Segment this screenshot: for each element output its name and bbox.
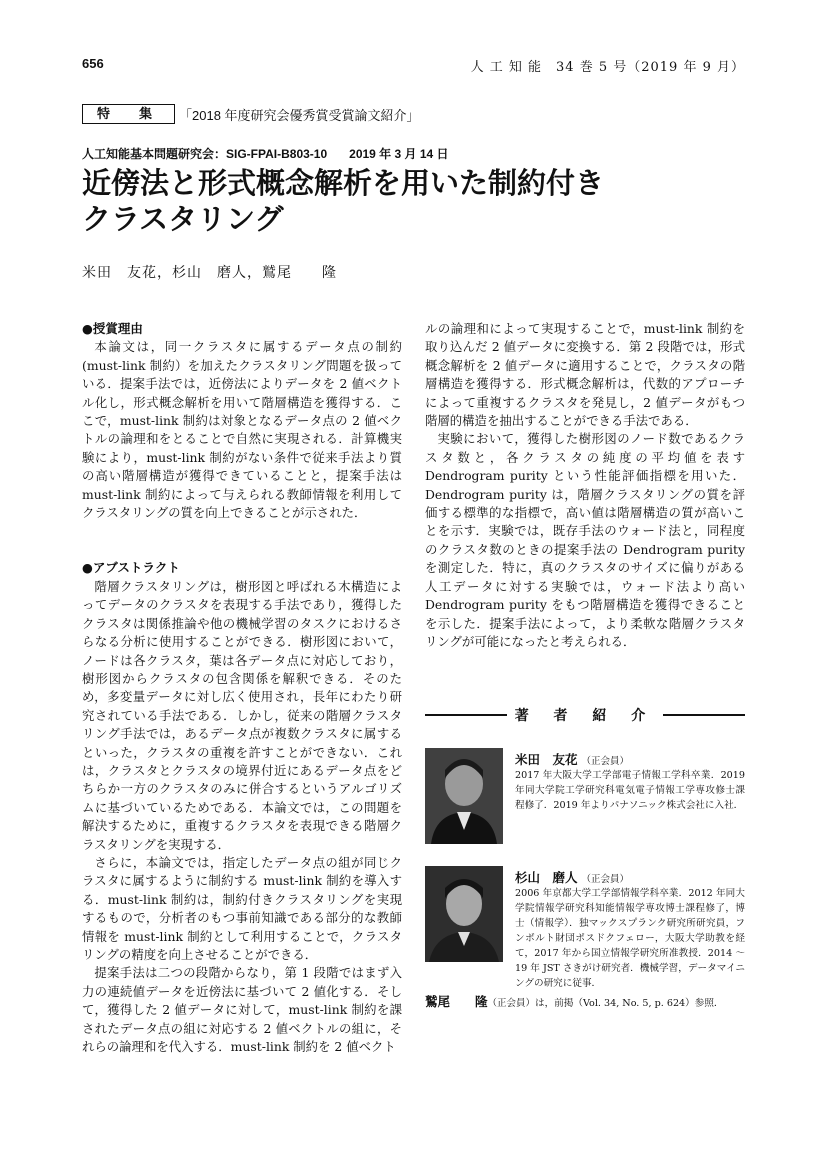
right-column [425, 320, 745, 651]
bio-1 [515, 750, 745, 813]
title-line-1: 近傍法と形式概念解析を用いた制約付き [82, 166, 605, 200]
bio-1-text: 2017 年大阪大学工学部電子情報工学科卒業．2019 年同大学院工学研究科電気電子情報工学専攻修士課程修了．2019 年よりパナソニック株式会社に入社． [515, 770, 745, 811]
abstract-paragraph-3: 提案手法は二つの段階からなり，第 1 段階ではまず入力の連続値データを近傍法に基づいて 2 値化する．そして，獲得した 2 値データに対して，must-link 制約を課されたデータ点の組に対応する 2 値ベクトルの組に，それらの論理和を代入する．must-link 制約を 2 値ベクト [82, 965, 402, 1055]
divider-right [663, 714, 745, 716]
bio-1-name: 米田 友花 [515, 752, 578, 767]
divider-left [425, 714, 507, 716]
bio-3-member: （正会員） [487, 998, 536, 1009]
bio-2-member: （正会員） [581, 874, 630, 885]
abstract-paragraph-2: さらに，本論文では，指定したデータ点の組が同じクラスタに属するように制約する must-link 制約を導入する．must-link 制約は，制約付きクラスタリングを実現するもので，分析者のもつ事前知識である部分的な教師情報を must-link 制約として利用することで，クラスタリングの精度を向上させることができる． [82, 854, 402, 962]
author-photo-yoneda [425, 748, 503, 844]
award-text: 本論文は，同一クラスタに属するデータ点の制約(must-link 制約）を加えたクラスタリング問題を扱っている．提案手法では，近傍法によりデータを 2 値ベクトル化し，形式概念解析を用いて階層構造を獲得する．ここで，must-link 制約は対象となるデータ点の 2 値ベクトルの論理和をとることで自然に実現される．計算機実験により，must-link 制約がない条件で従来手法より質の高い階層構造が獲得できていることと，提案手法は must-link 制約によって与えられる教師情報を利用してクラスタリングの質を向上できることが示された． [82, 339, 402, 521]
left-column [82, 320, 402, 1056]
bio-2-text: 2006 年京都大学工学部情報学科卒業．2012 年同大学院情報学研究科知能情報学専攻博士課程修了，博士（情報学）．独マックスプランク研究所研究員，フンボルト財団ポスドクフェロー，大阪大学助教を経て，2017 年から国立情報学研究所准教授．2014 ～ 19 年 JST さきがけ研究者．機械学習，データマイニングの研究に従事． [515, 888, 745, 989]
bio-3-name: 鷲尾 隆 [425, 994, 488, 1009]
meta-date: 2019 年 3 月 14 日 [349, 147, 449, 161]
feature-label: 特 集 [82, 104, 175, 124]
page-number: 656 [82, 56, 104, 71]
feature-banner [82, 104, 420, 124]
title-line-2: クラスタリング [82, 202, 284, 236]
right-paragraph-1: ルの論理和によって実現することで，must-link 制約を取り込んだ 2 値データに変換する．第 2 段階では，形式概念解析を 2 値データに適用することで，クラスタの階層構造を獲得する．形式概念解析は，代数的アプローチによって重複するクラスタを発見し，2 値データがもつ階層的構造を抽出することができる手法である． [425, 321, 745, 429]
bio-1-member: （正会員） [581, 756, 630, 767]
feature-text: 「2018 年度研究会優秀賞受賞論文紹介」 [179, 107, 420, 123]
abstract-paragraph-1: 階層クラスタリングは，樹形図と呼ばれる木構造によってデータのクラスタを表現する手法であり，獲得したクラスタは関係推論や他の機械学習のタスクにおけるさらなる分析に使用することができる．樹形図において，ノードは各クラスタ，葉は各データ点に対応しており，樹形図からクラスタの包含関係を解釈できる．そのため，多変量データに対し広く使用され，長年にわたり研究されている手法である．しかし，従来の階層クラスタリング手法では，あるデータ点が複数クラスタに属するといった，クラスタの重複を許すことができない．これは，クラスタとクラスタの境界付近にあるデータ点をどちらか一方のクラスタのみに併合するというアルゴリズムに基づいているためである．本論文では，この問題を解決するために，重複するクラスタを表現できる階層クラスタリングを実現する． [82, 578, 402, 852]
paper-title [82, 165, 722, 237]
sig-id: 人工知能基本問題研究会：SIG-FPAI-B803-10 [82, 147, 328, 161]
right-paragraph-2: 実験において，獲得した樹形図のノード数であるクラスタ数と，各クラスタの純度の平均値を表す Dendrogram purity という性能評価指標を用いた．Dendrogram purity は，階層クラスタリングの質を評価する標準的な指標で，高い値は階層構造の質が高いことを示す．実験では，既存手法のウォード法と，同程度のクラスタ数のときの提案手法の Dendrogram purity を測定した．特に，真のクラスタのサイズに偏りがある人工データに対する実験では，ウォード法より高い Dendrogram purity をもつ階層構造を獲得できることを示した．提案手法によって，より柔軟な階層クラスタリングが可能になったと考えられる． [425, 431, 745, 649]
authors-heading: 著 者 紹 介 [514, 708, 656, 724]
bio-3-text: は，前掲（Vol. 34, No. 5, p. 624）参照． [535, 998, 724, 1009]
journal-header: 人 工 知 能 34 巻 5 号（2019 年 9 月） [470, 60, 745, 75]
bio-2 [515, 868, 745, 991]
paper-meta [82, 145, 449, 162]
abstract-heading: ●アブストラクト [82, 560, 180, 576]
authors-section-header [425, 705, 745, 725]
author-line: 米田 友花，杉山 磨人，鷲尾 隆 [82, 265, 337, 281]
bio-3 [425, 992, 745, 1011]
award-heading: ●授賞理由 [82, 321, 143, 336]
bio-2-name: 杉山 磨人 [515, 870, 578, 885]
author-photo-sugiyama [425, 866, 503, 962]
